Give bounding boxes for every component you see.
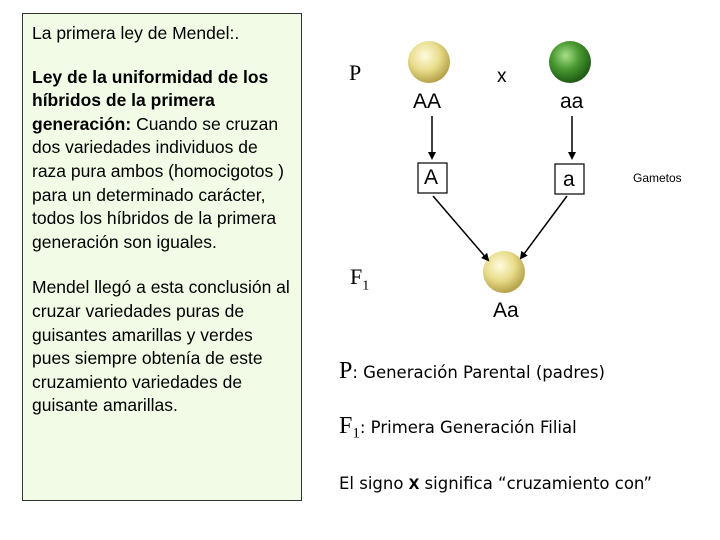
mendel-paragraph: Mendel llegó a esta conclusión al cruzar variedades puras de guisantes amarillas y verdes pues siempre obtenía de este cruzamiento variedades de guisante amarillas. [32,277,290,416]
textbox-title: La primera ley de Mendel:. [32,23,240,43]
legend-f1-text: : Primera Generación Filial [359,418,577,437]
offspring-genotype: Aa [493,299,519,322]
f1-generation-label [350,264,369,294]
law-description: Cuando se cruzan dos variedades individuos de raza pura ambos (homocigotos ) para un determinado carácter, todos los híbridos de la primera generación son iguales. [32,113,284,252]
legend-p-letter: P [339,358,353,384]
arrow-gamete1-to-offspring [433,196,488,260]
legend-x [339,473,652,495]
legend-p [339,358,605,385]
f1-subscript: 1 [362,278,370,294]
parent2-genotype: aa [560,90,584,113]
cross-symbol: x [497,66,507,87]
legend-p-text: : Generación Parental (padres) [352,363,605,382]
legend-x-pre: El signo [339,474,409,493]
legend-f1-subscript: 1 [352,425,360,442]
gametes-label: Gametos [633,171,682,185]
f1-letter: F [350,264,363,289]
p-generation-label: P [349,60,362,85]
law-name: Ley de la uniformidad de los híbridos de la primera generación: [32,66,269,134]
legend-x-symbol: x [408,473,420,494]
offspring-yellow-pea [483,251,525,293]
parent2-green-pea [549,41,591,83]
arrow-gamete2-to-offspring [521,196,567,258]
legend-f1 [339,413,577,442]
parent1-genotype: AA [413,90,442,113]
gamete1-allele: A [424,166,439,189]
legend-f1-letter: F [339,413,353,439]
parent1-yellow-pea [408,41,450,83]
legend-x-post: significa “cruzamiento con” [419,474,653,493]
gamete2-allele: a [563,168,575,191]
